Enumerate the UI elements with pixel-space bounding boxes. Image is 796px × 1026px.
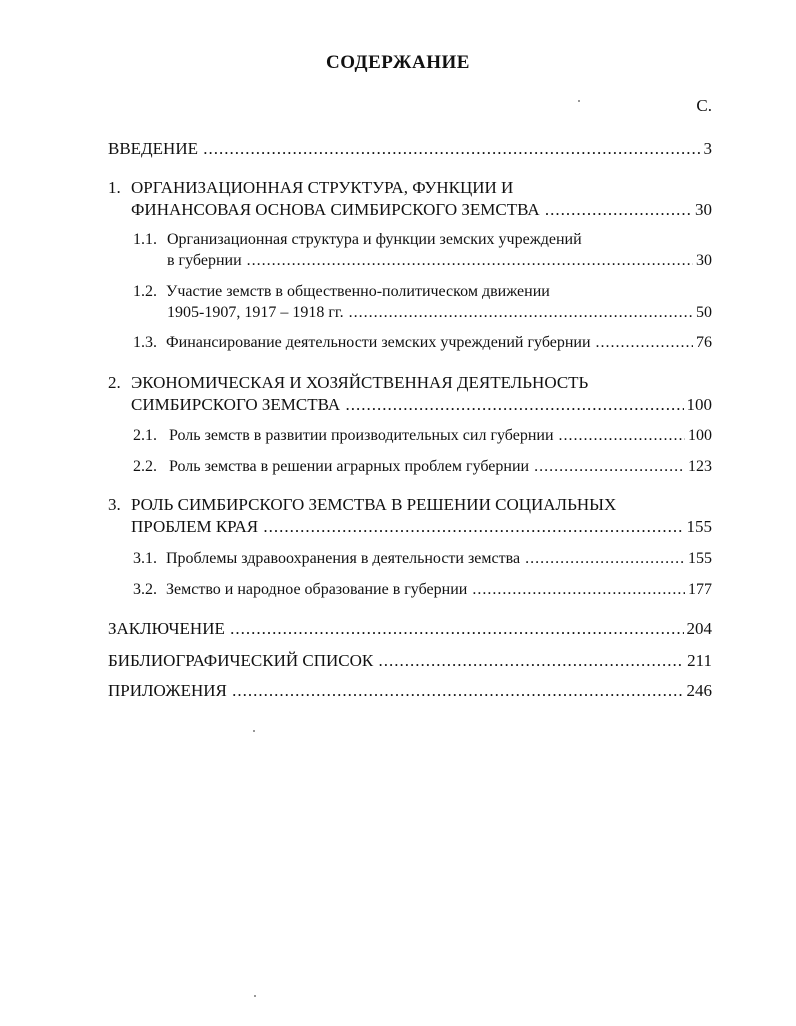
toc-entry-page: 30 (693, 250, 712, 272)
toc-entry-page: 155 (684, 516, 713, 538)
toc-entry-1-3-number: 1.3. (133, 334, 157, 351)
toc-entry-bibliography[interactable] (108, 650, 712, 672)
toc-entry-2-2-number: 2.2. (133, 458, 157, 475)
toc-entry-title-line2: в губернии ..... (167, 250, 712, 272)
page-title: СОДЕРЖАНИЕ (326, 52, 470, 73)
toc-entry-page: 123 (685, 456, 712, 478)
toc-entry-1-1[interactable] (167, 250, 712, 272)
toc-entry-page: 100 (685, 425, 712, 447)
toc-entry-chapter-2-number: 2. (108, 373, 121, 392)
scan-speck (254, 995, 256, 997)
toc-entry-title: Финансирование деятельности земских учреждений губернии ..... (166, 332, 712, 354)
toc-entry-chapter-3[interactable] (131, 516, 712, 538)
toc-entry-1-1-number: 1.1. (133, 231, 157, 248)
toc-entry-3-1[interactable] (166, 548, 712, 570)
toc-entry-page: 211 (684, 650, 712, 672)
toc-entry-page: 246 (684, 680, 713, 702)
toc-entry-3-1-number: 3.1. (133, 550, 157, 567)
scan-speck (578, 100, 580, 102)
toc-entry-2-1[interactable] (169, 425, 712, 447)
toc-entry-title: ВВЕДЕНИЕ ..... (108, 138, 712, 160)
toc-entry-page: 100 (684, 394, 713, 416)
toc-entry-1-2[interactable] (167, 302, 712, 324)
toc-entry-title-line2: 1905-1907, 1917 – 1918 гг. ..... (167, 302, 712, 324)
toc-entry-page: 76 (693, 332, 712, 354)
toc-entry-title: ПРИЛОЖЕНИЯ ..... (108, 680, 712, 702)
toc-entry-title: Проблемы здравоохранения в деятельности земства ..... (166, 548, 712, 570)
toc-entry-chapter-2[interactable] (131, 394, 712, 416)
toc-entry-title: БИБЛИОГРАФИЧЕСКИЙ СПИСОК ..... (108, 650, 712, 672)
toc-entry-1-2-title-line1[interactable]: Участие земств в общественно-политическом движении (166, 283, 550, 300)
toc-entry-title: Роль земств в развитии производительных сил губернии ..... (169, 425, 712, 447)
toc-entry-chapter-2-title-line1[interactable]: ЭКОНОМИЧЕСКАЯ И ХОЗЯЙСТВЕННАЯ ДЕЯТЕЛЬНОСТЬ (131, 373, 589, 392)
toc-entry-chapter-3-number: 3. (108, 495, 121, 514)
scan-speck (253, 730, 255, 732)
toc-entry-page: 177 (685, 579, 712, 601)
toc-entry-3-2-number: 3.2. (133, 581, 157, 598)
toc-entry-title-line2: ПРОБЛЕМ КРАЯ ..... (131, 516, 712, 538)
toc-entry-page: 155 (685, 548, 712, 570)
toc-entry-title-line2: СИМБИРСКОГО ЗЕМСТВА ..... (131, 394, 712, 416)
toc-entry-chapter-3-title-line1[interactable]: РОЛЬ СИМБИРСКОГО ЗЕМСТВА В РЕШЕНИИ СОЦИАЛЬНЫХ (131, 495, 617, 514)
toc-entry-1-2-number: 1.2. (133, 283, 157, 300)
toc-entry-appendices[interactable] (108, 680, 712, 702)
page-column-label: С. (696, 96, 712, 115)
toc-entry-3-2[interactable] (166, 579, 712, 601)
toc-entry-title: ЗАКЛЮЧЕНИЕ ..... (108, 618, 712, 640)
toc-entry-introduction[interactable] (108, 138, 712, 160)
toc-entry-title: Земство и народное образование в губернии ..... (166, 579, 712, 601)
toc-entry-2-1-number: 2.1. (133, 427, 157, 444)
toc-entry-page: 204 (684, 618, 713, 640)
toc-entry-page: 50 (693, 302, 712, 324)
toc-entry-page: 30 (692, 199, 712, 221)
toc-entry-title: Роль земства в решении аграрных проблем губернии ..... (169, 456, 712, 478)
toc-entry-page: 3 (701, 138, 713, 160)
toc-entry-1-3[interactable] (166, 332, 712, 354)
toc-entry-chapter-1[interactable] (131, 199, 712, 221)
toc-entry-2-2[interactable] (169, 456, 712, 478)
toc-entry-title-line2: ФИНАНСОВАЯ ОСНОВА СИМБИРСКОГО ЗЕМСТВА ..... (131, 199, 712, 221)
toc-entry-chapter-1-title-line1[interactable]: ОРГАНИЗАЦИОННАЯ СТРУКТУРА, ФУНКЦИИ И (131, 178, 514, 197)
toc-entry-conclusion[interactable] (108, 618, 712, 640)
toc-entry-chapter-1-number: 1. (108, 178, 121, 197)
toc-entry-1-1-title-line1[interactable]: Организационная структура и функции земских учреждений (167, 231, 582, 248)
